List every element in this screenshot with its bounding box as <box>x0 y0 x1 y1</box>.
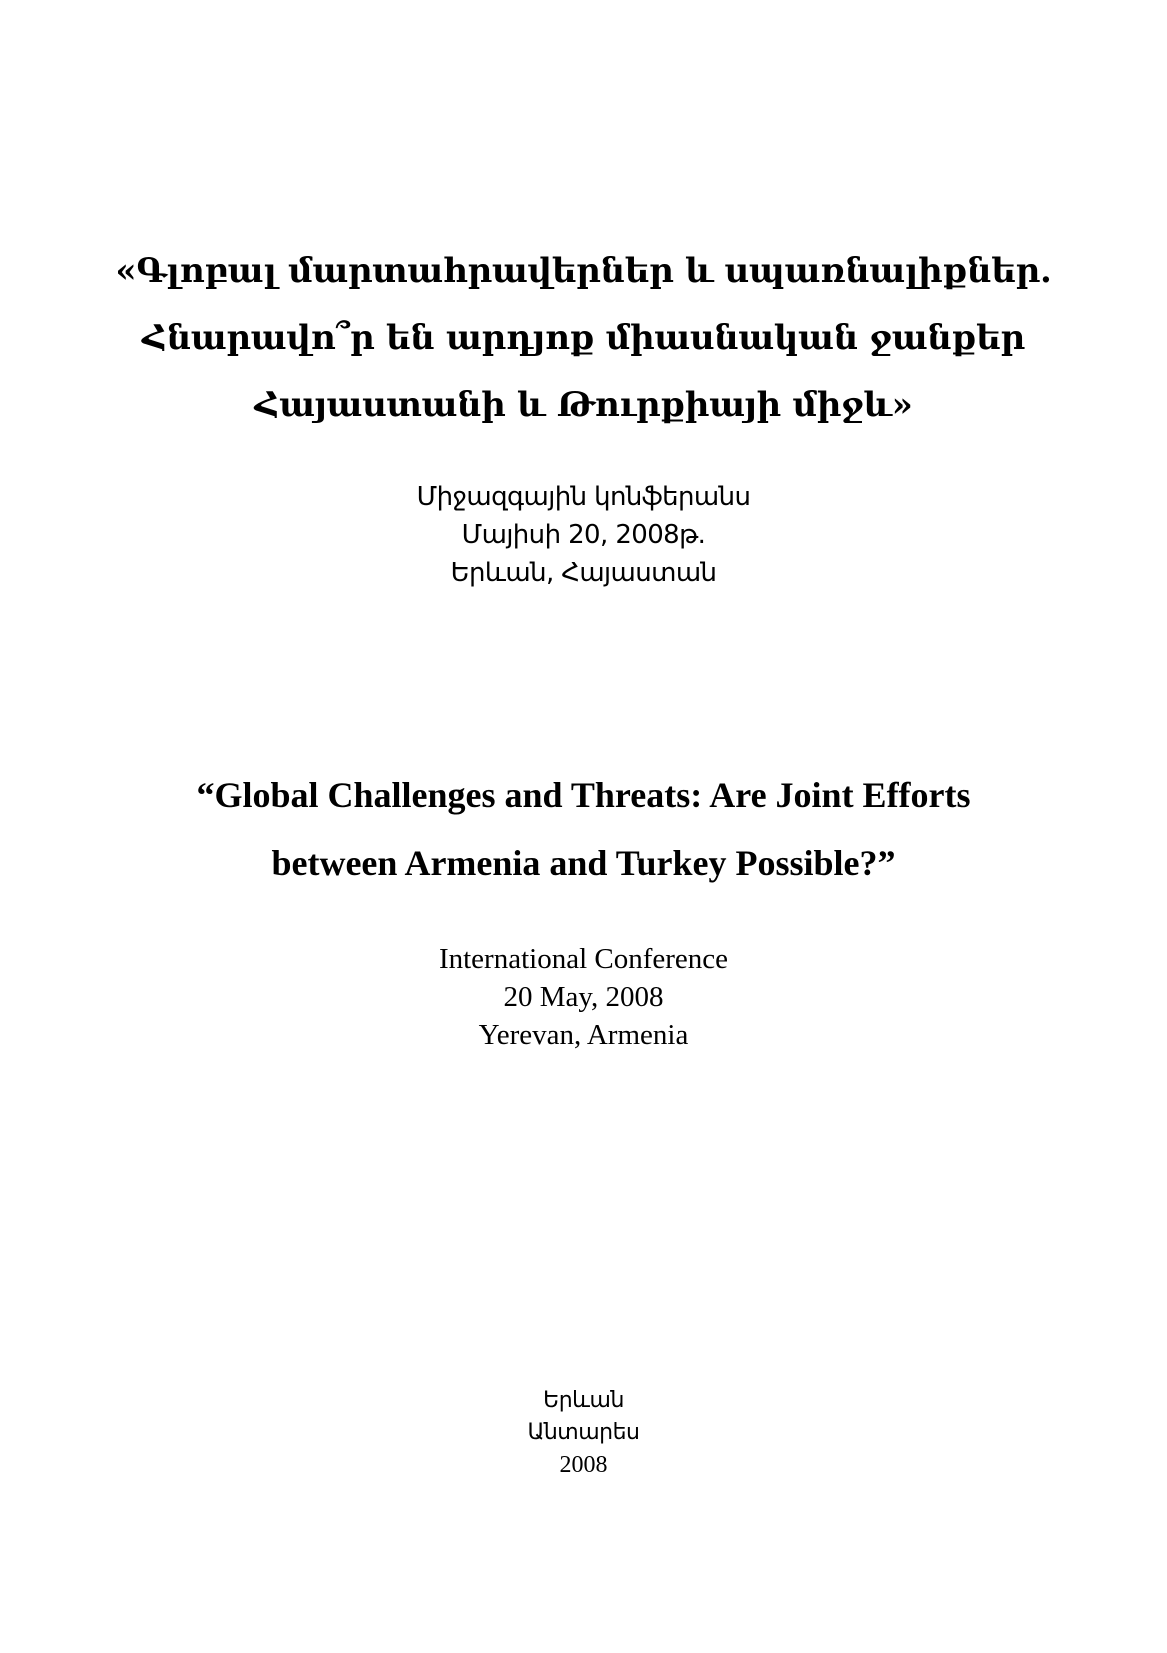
english-subtitle <box>0 940 1167 1054</box>
imprint-year: 2008 <box>559 1452 608 1478</box>
english-title <box>0 761 1167 897</box>
english-event-place: Yerevan, Armenia <box>478 1019 689 1051</box>
armenian-event-name: Միջազգային կոնֆերանս <box>416 482 751 512</box>
armenian-event-date: Մայիսի 20, 2008թ. <box>461 520 706 550</box>
english-event-date: 20 May, 2008 <box>503 981 664 1013</box>
english-title-line-1: “Global Challenges and Threats: Are Joint Efforts <box>196 775 971 815</box>
armenian-subtitle <box>0 478 1167 592</box>
imprint-city: Երևան <box>543 1388 624 1413</box>
armenian-title-line-3: Հայաստանի և Թուրքիայի միջև» <box>254 385 913 425</box>
armenian-title-line-1: «Գլոբալ մարտահրավերներ և սպառնալիքներ. <box>115 251 1052 291</box>
imprint <box>0 1385 1167 1481</box>
armenian-title <box>0 238 1167 439</box>
english-event-name: International Conference <box>438 943 729 975</box>
imprint-publisher: Անտարես <box>527 1420 640 1445</box>
armenian-event-place: Երևան, Հայաստան <box>450 558 717 588</box>
armenian-title-line-2: Հնարավո՞ր են արդյոք միասնական ջանքեր <box>142 318 1025 358</box>
english-title-line-2: between Armenia and Turkey Possible?” <box>271 843 896 883</box>
